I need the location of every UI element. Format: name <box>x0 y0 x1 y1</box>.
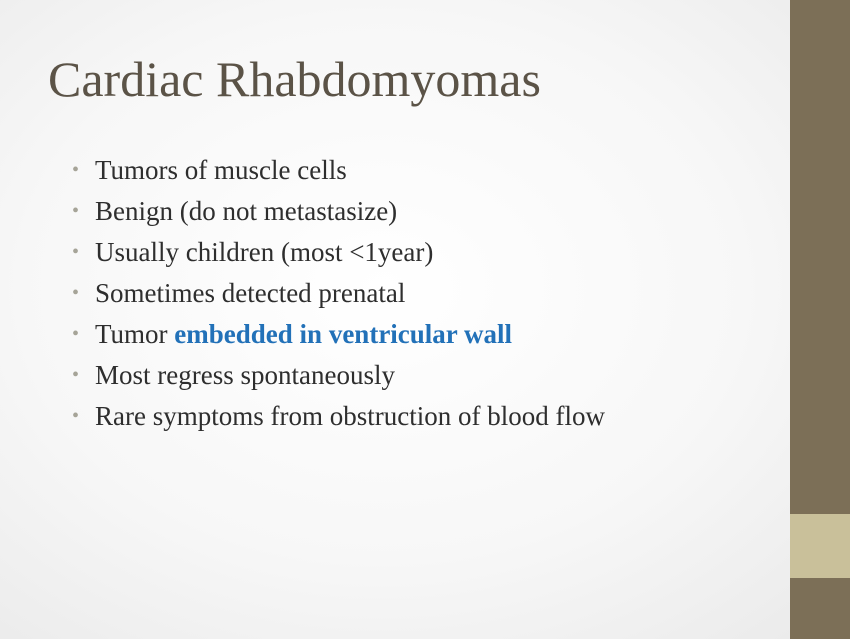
bullet-dot-icon: • <box>72 364 80 386</box>
bullet-dot-icon: • <box>72 159 80 181</box>
bullet-item-3 <box>70 232 605 273</box>
bullet-text: Usually children (most <1year) <box>95 237 434 267</box>
bullet-text: Tumor <box>95 319 175 349</box>
bullet-item-7 <box>70 396 605 437</box>
bullet-highlight-text: embedded in ventricular wall <box>174 319 513 349</box>
bullet-item-4 <box>70 273 605 314</box>
bullet-text: Benign (do not metastasize) <box>95 196 398 226</box>
bullet-text: Most regress spontaneously <box>95 360 395 390</box>
bullet-text: Sometimes detected prenatal <box>95 278 406 308</box>
bullet-item-2 <box>70 191 605 232</box>
bullet-dot-icon: • <box>72 241 80 263</box>
bullet-text: Rare symptoms from obstruction of blood flow <box>95 401 605 431</box>
sidebar-bar <box>790 0 850 639</box>
bullet-item-5 <box>70 314 605 355</box>
bullet-item-1 <box>70 150 605 191</box>
bullet-item-6 <box>70 355 605 396</box>
bullet-list <box>70 150 605 437</box>
slide-title: Cardiac Rhabdomyomas <box>48 51 541 107</box>
bullet-dot-icon: • <box>72 405 80 427</box>
bullet-dot-icon: • <box>72 323 80 345</box>
bullet-dot-icon: • <box>72 282 80 304</box>
sidebar-accent-block <box>790 514 850 578</box>
bullet-dot-icon: • <box>72 200 80 222</box>
bullet-text: Tumors of muscle cells <box>95 155 347 185</box>
